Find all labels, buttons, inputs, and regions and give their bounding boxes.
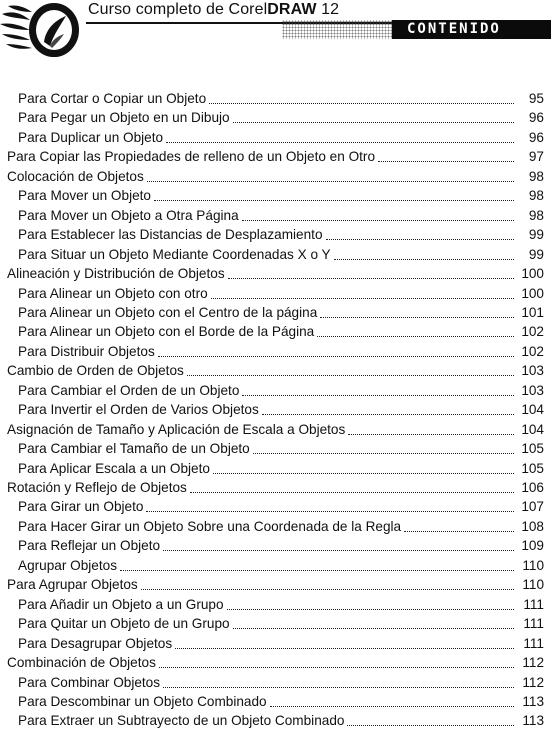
toc-entry-title: Para Aplicar Escala a un Objeto xyxy=(18,460,210,476)
toc-entry[interactable] xyxy=(7,262,544,282)
toc-entry-title: Combinación de Objetos xyxy=(7,655,156,671)
toc-dot-leader xyxy=(334,245,514,260)
toc-entry-title: Para Desagrupar Objetos xyxy=(18,635,173,651)
toc-entry-title: Para Alinear un Objeto con el Borde de la Página xyxy=(18,324,315,340)
toc-entry[interactable] xyxy=(7,418,544,438)
toc-dot-leader xyxy=(146,497,514,512)
toc-dot-leader xyxy=(242,381,514,396)
toc-entry-title: Para Combinar Objetos xyxy=(18,674,161,690)
section-label: CONTENIDO xyxy=(407,21,501,37)
toc-entry-page: 104 xyxy=(521,421,544,437)
toc-dot-leader xyxy=(347,711,514,726)
toc-dot-leader xyxy=(233,614,514,629)
toc-dot-leader xyxy=(158,342,514,357)
toc-dot-leader xyxy=(163,536,514,551)
toc-dot-leader xyxy=(320,303,514,318)
toc-dot-leader xyxy=(227,595,514,610)
toc-entry-title: Para Reflejar un Objeto xyxy=(18,538,161,554)
halftone-decoration xyxy=(282,20,396,39)
toc-entry-title: Para Girar un Objeto xyxy=(18,499,144,515)
book-title: Curso completo de CorelDRAW 12 xyxy=(88,1,340,18)
toc-dot-leader xyxy=(154,186,514,201)
toc-entry-page: 112 xyxy=(522,655,544,671)
toc-dot-leader xyxy=(326,225,515,240)
toc-entry[interactable] xyxy=(18,437,544,457)
toc-entry-page: 105 xyxy=(521,441,544,457)
toc-entry-page: 99 xyxy=(528,227,544,243)
toc-entry[interactable] xyxy=(18,301,544,321)
toc-entry-title: Rotación y Reflejo de Objetos xyxy=(7,480,187,495)
toc-dot-leader xyxy=(211,284,514,299)
toc-entry-title: Para Mover un Objeto xyxy=(18,188,151,204)
toc-dot-leader xyxy=(209,89,514,104)
toc-entry-title: Para Quitar un Objeto de un Grupo xyxy=(18,616,230,632)
toc-dot-leader xyxy=(262,400,514,415)
toc-entry-title: Para Establecer las Distancias de Desplazamiento xyxy=(18,227,323,243)
toc-dot-leader xyxy=(120,556,514,571)
toc-entry-page: 97 xyxy=(528,149,544,165)
toc-entry-page: 110 xyxy=(522,557,544,573)
toc-entry-title: Para Alinear un Objeto con otro xyxy=(18,285,208,301)
toc-entry-page: 99 xyxy=(528,246,544,262)
toc-entry-page: 102 xyxy=(521,324,544,340)
toc-dot-leader xyxy=(147,167,514,182)
toc-entry-title: Para Duplicar un Objeto xyxy=(18,129,164,145)
toc-entry[interactable] xyxy=(18,690,544,710)
toc-dot-leader xyxy=(163,673,514,688)
toc-entry[interactable] xyxy=(18,320,544,340)
toc-entry-page: 101 xyxy=(521,304,544,320)
toc-dot-leader xyxy=(166,128,514,143)
toc-entry-title: Para Copiar las Propiedades de relleno de un Objeto en Otro xyxy=(7,149,376,165)
toc-entry-page: 113 xyxy=(522,713,544,729)
toc-entry[interactable] xyxy=(18,554,544,574)
toc-entry[interactable] xyxy=(18,515,544,535)
toc-dot-leader xyxy=(233,108,514,123)
toc-entry[interactable] xyxy=(7,651,544,671)
toc-dot-leader xyxy=(187,361,514,376)
toc-dot-leader xyxy=(175,634,514,649)
toc-dot-leader xyxy=(213,459,514,474)
toc-entry-title: Para Situar un Objeto Mediante Coordenadas X o Y xyxy=(18,246,331,262)
toc-entry-page: 98 xyxy=(528,168,544,184)
toc-entry[interactable] xyxy=(18,340,544,360)
toc-entry[interactable] xyxy=(18,612,544,632)
toc-entry-title: Para Cambiar el Tamaño de un Objeto xyxy=(18,441,250,457)
toc-entry-title: Cambio de Orden de Objetos xyxy=(7,363,184,379)
toc-entry-title: Alineación y Distribución de Objetos xyxy=(7,266,225,282)
toc-entry-title: Para Extraer un Subtrayecto de un Objeto Combinado xyxy=(18,713,345,729)
toc-entry-title: Colocación de Objetos xyxy=(7,168,144,184)
toc-dot-leader xyxy=(253,439,514,454)
toc-entry[interactable] xyxy=(18,184,544,204)
toc-entry[interactable] xyxy=(18,457,544,477)
toc-entry-title: Para Cortar o Copiar un Objeto xyxy=(18,91,207,106)
toc-entry[interactable] xyxy=(18,632,544,652)
toc-entry-page: 103 xyxy=(521,363,544,379)
toc-entry-page: 108 xyxy=(521,518,544,534)
toc-entry-page: 106 xyxy=(521,480,544,495)
toc-entry-page: 111 xyxy=(523,616,544,632)
toc-entry-page: 98 xyxy=(528,188,544,204)
toc-dot-leader xyxy=(228,264,514,279)
toc-entry-page: 107 xyxy=(521,499,544,515)
toc-entry-page: 104 xyxy=(521,402,544,418)
toc-entry-page: 111 xyxy=(523,596,544,612)
toc-dot-leader xyxy=(348,420,514,435)
toc-dot-leader xyxy=(159,653,514,668)
toc-dot-leader xyxy=(190,478,514,493)
toc-entry[interactable] xyxy=(7,145,544,165)
toc-entry[interactable] xyxy=(18,87,544,107)
toc-entry-page: 103 xyxy=(521,382,544,398)
toc-entry[interactable] xyxy=(18,534,544,554)
toc-entry-title: Para Hacer Girar un Objeto Sobre una Coordenada de la Regla xyxy=(18,518,402,534)
toc-dot-leader xyxy=(378,147,514,162)
toc-entry-title: Para Agrupar Objetos xyxy=(7,577,138,593)
toc-entry[interactable] xyxy=(18,126,544,146)
toc-entry[interactable] xyxy=(7,573,544,593)
toc-entry-page: 110 xyxy=(522,577,544,593)
toc-entry[interactable] xyxy=(7,359,544,379)
toc-entry[interactable] xyxy=(18,495,544,515)
toc-entry-page: 102 xyxy=(521,343,544,359)
toc-entry-title: Para Descombinar un Objeto Combinado xyxy=(18,693,267,709)
toc-entry-page: 100 xyxy=(521,285,544,301)
toc-entry-page: 96 xyxy=(528,129,544,145)
toc-dot-leader xyxy=(270,692,514,707)
flaming-balloon-logo-icon xyxy=(0,0,86,60)
toc-entry-page: 111 xyxy=(523,635,544,651)
toc-entry[interactable] xyxy=(18,379,544,399)
toc-entry[interactable] xyxy=(18,282,544,302)
toc-entry-title: Para Mover un Objeto a Otra Página xyxy=(18,207,239,223)
toc-entry-page: 95 xyxy=(528,91,544,106)
toc-entry[interactable] xyxy=(18,106,544,126)
toc-entry-title: Agrupar Objetos xyxy=(18,557,117,573)
toc-dot-leader xyxy=(317,322,514,337)
toc-entry-page: 98 xyxy=(528,207,544,223)
toc-entry-title: Para Pegar un Objeto en un Dibujo xyxy=(18,110,230,126)
toc-entry-title: Para Distribuir Objetos xyxy=(18,343,155,359)
toc-dot-leader xyxy=(242,206,514,221)
page-header xyxy=(0,0,551,62)
toc-entry-page: 113 xyxy=(522,693,544,709)
toc-entry-title: Para Cambiar el Orden de un Objeto xyxy=(18,382,240,398)
toc-dot-leader xyxy=(404,517,514,532)
toc-entry[interactable] xyxy=(18,709,544,729)
toc-entry[interactable] xyxy=(7,476,544,496)
toc-entry[interactable] xyxy=(18,398,544,418)
toc-entry-title: Para Alinear un Objeto con el Centro de la página xyxy=(18,304,318,320)
toc-entry-page: 96 xyxy=(528,110,544,126)
toc-entry-page: 112 xyxy=(522,674,544,690)
toc-entry[interactable] xyxy=(18,223,544,243)
toc-entry[interactable] xyxy=(18,204,544,224)
toc-entry-title: Asignación de Tamaño y Aplicación de Escala a Objetos xyxy=(7,421,346,437)
toc-entry[interactable] xyxy=(18,593,544,613)
toc-entry[interactable] xyxy=(7,165,544,185)
toc-entry-page: 105 xyxy=(521,460,544,476)
toc-dot-leader xyxy=(141,575,514,590)
toc-entry-page: 100 xyxy=(521,266,544,282)
toc-entry[interactable] xyxy=(18,671,544,691)
toc-entry-title: Para Añadir un Objeto a un Grupo xyxy=(18,596,224,612)
toc-entry-title: Para Invertir el Orden de Varios Objetos xyxy=(18,402,259,418)
toc-entry-page: 109 xyxy=(521,538,544,554)
toc-entry[interactable] xyxy=(18,243,544,263)
